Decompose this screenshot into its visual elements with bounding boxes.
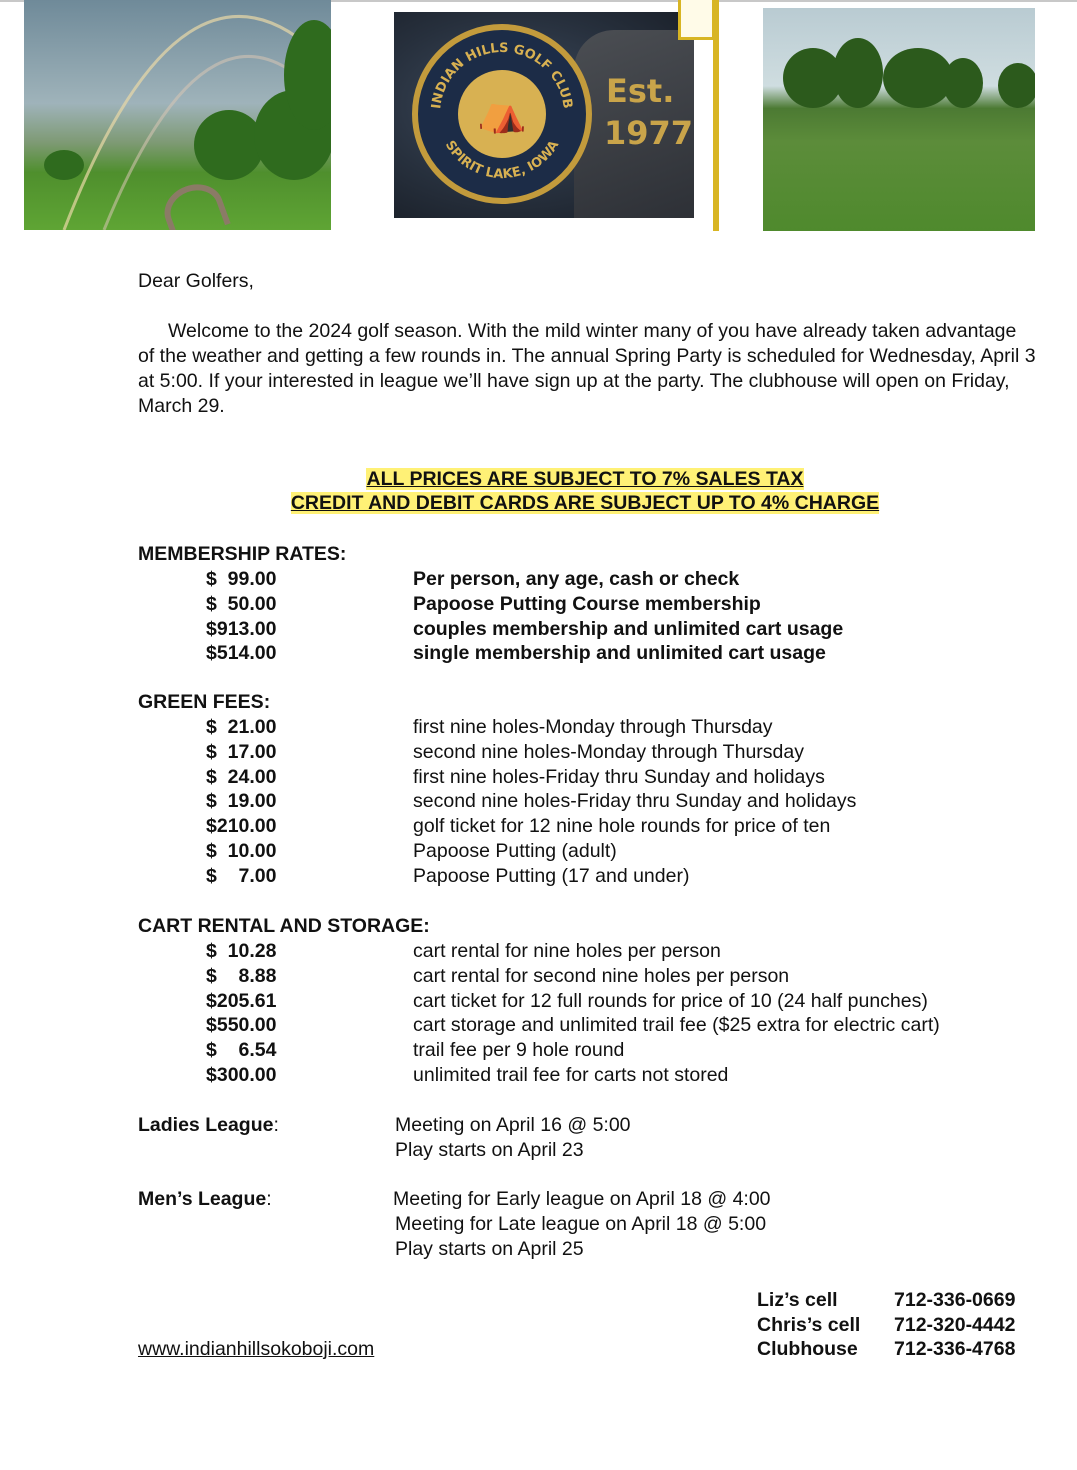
price-description: trail fee per 9 hole round bbox=[413, 1039, 625, 1062]
club-logo-rock-photo bbox=[394, 12, 694, 218]
mens-league-line: Meeting for Early league on April 18 @ 4:00 bbox=[393, 1188, 771, 1210]
price-row bbox=[138, 765, 1038, 790]
price-description: cart storage and unlimited trail fee ($25 extra for electric cart) bbox=[413, 1014, 940, 1037]
rainbow-course-photo bbox=[24, 0, 331, 230]
contact-row bbox=[757, 1313, 1037, 1338]
contact-row bbox=[757, 1337, 1037, 1362]
price-row bbox=[138, 567, 1038, 592]
price-row bbox=[138, 592, 1038, 617]
price-row bbox=[138, 864, 1038, 889]
welcome-text: Welcome to the 2024 golf season. With the mild winter many of you have already taken advantage of the weather and getting a few rounds in. The annual Spring Party is scheduled for Wednesday, April 3 at 5:00. If your interested in league we’ll have sign up at the party. The clubhouse will open on Friday, March 29. bbox=[138, 320, 1036, 417]
club-seal-logo bbox=[412, 24, 592, 204]
price-description: cart ticket for 12 full rounds for price of 10 (24 half punches) bbox=[413, 989, 928, 1012]
price-description: first nine holes-Friday thru Sunday and holidays bbox=[413, 765, 825, 788]
fairway-photo bbox=[763, 8, 1035, 231]
ladies-league-colon: : bbox=[273, 1114, 279, 1136]
price-row bbox=[138, 839, 1038, 864]
contact-phone: 712-336-0669 bbox=[894, 1289, 1016, 1311]
price-description: golf ticket for 12 nine hole rounds for price of ten bbox=[413, 815, 831, 838]
est-label: Est. bbox=[606, 72, 675, 110]
price-amount: $300.00 bbox=[206, 1063, 277, 1086]
seal-location: SPIRIT LAKE, IOWA bbox=[441, 138, 563, 183]
price-amount: $ 99.00 bbox=[206, 568, 277, 590]
ladies-league-label bbox=[138, 1114, 279, 1137]
price-description: single membership and unlimited cart usage bbox=[413, 642, 826, 665]
price-amount: $210.00 bbox=[206, 815, 277, 838]
price-row bbox=[138, 789, 1038, 814]
contact-name: Liz’s cell bbox=[757, 1289, 838, 1311]
green-fees-section bbox=[138, 690, 1038, 889]
price-description: cart rental for nine holes per person bbox=[413, 940, 721, 962]
greeting: Dear Golfers, bbox=[138, 270, 254, 292]
price-description: Per person, any age, cash or check bbox=[413, 568, 740, 590]
seal-club-name: INDIAN HILLS GOLF CLUB bbox=[429, 40, 575, 110]
ladies-league-line: Play starts on April 23 bbox=[395, 1139, 584, 1161]
price-amount: $ 10.28 bbox=[206, 940, 277, 962]
membership-heading: MEMBERSHIP RATES: bbox=[138, 543, 347, 565]
contact-row bbox=[757, 1288, 1037, 1313]
ladies-league-title: Ladies League bbox=[138, 1114, 274, 1136]
price-row bbox=[138, 715, 1038, 740]
membership-rates-section bbox=[138, 542, 1038, 666]
price-row bbox=[138, 939, 1038, 964]
website-link[interactable]: www.indianhillsokoboji.com bbox=[138, 1338, 375, 1360]
price-row bbox=[138, 964, 1038, 989]
price-description: second nine holes-Friday thru Sunday and holidays bbox=[413, 790, 857, 813]
green-fees-heading: GREEN FEES: bbox=[138, 691, 271, 713]
contact-name: Clubhouse bbox=[757, 1338, 858, 1360]
card-charge-notice: CREDIT AND DEBIT CARDS ARE SUBJECT UP TO 4% CHARGE bbox=[290, 492, 880, 514]
cart-heading: CART RENTAL AND STORAGE: bbox=[138, 915, 430, 937]
notice-card-wrap bbox=[0, 491, 1077, 515]
price-amount: $514.00 bbox=[206, 642, 277, 665]
price-amount: $550.00 bbox=[206, 1014, 277, 1037]
mens-league-line: Play starts on April 25 bbox=[395, 1238, 584, 1260]
price-row bbox=[138, 814, 1038, 839]
mens-league-label bbox=[138, 1188, 272, 1211]
price-description: couples membership and unlimited cart usage bbox=[413, 617, 844, 640]
mens-league-line: Meeting for Late league on April 18 @ 5:00 bbox=[395, 1213, 767, 1235]
mens-league-colon: : bbox=[266, 1188, 272, 1210]
cart-rental-section bbox=[138, 914, 1038, 1088]
flag-icon bbox=[678, 0, 715, 40]
price-amount: $913.00 bbox=[206, 617, 277, 640]
sales-tax-notice: ALL PRICES ARE SUBJECT TO 7% SALES TAX bbox=[366, 468, 804, 490]
price-row bbox=[138, 740, 1038, 765]
est-year: 1977 bbox=[604, 114, 694, 152]
flag-pole bbox=[713, 0, 719, 231]
price-description: second nine holes-Monday through Thursday bbox=[413, 740, 804, 763]
price-row bbox=[138, 1063, 1038, 1088]
price-amount: $ 8.88 bbox=[206, 964, 277, 987]
contact-name: Chris’s cell bbox=[757, 1313, 861, 1336]
price-row bbox=[138, 1038, 1038, 1063]
price-row bbox=[138, 641, 1038, 666]
price-amount: $ 19.00 bbox=[206, 790, 277, 813]
price-amount: $ 6.54 bbox=[206, 1039, 277, 1062]
price-amount: $ 50.00 bbox=[206, 592, 277, 615]
price-description: Papoose Putting (adult) bbox=[413, 839, 617, 862]
teepee-icon: ⛺ bbox=[477, 89, 527, 135]
price-description: unlimited trail fee for carts not stored bbox=[413, 1063, 729, 1086]
ladies-league-line: Meeting on April 16 @ 5:00 bbox=[395, 1114, 631, 1136]
price-amount: $ 10.00 bbox=[206, 839, 277, 862]
price-description: first nine holes-Monday through Thursday bbox=[413, 716, 773, 738]
price-amount: $ 7.00 bbox=[206, 864, 277, 887]
price-row bbox=[138, 989, 1038, 1014]
price-row bbox=[138, 617, 1038, 642]
welcome-paragraph bbox=[138, 319, 1038, 419]
price-amount: $ 21.00 bbox=[206, 716, 277, 738]
notice-tax-wrap bbox=[0, 467, 1077, 491]
price-amount: $205.61 bbox=[206, 989, 277, 1012]
price-row bbox=[138, 1013, 1038, 1038]
price-amount: $ 24.00 bbox=[206, 765, 277, 788]
contact-list bbox=[757, 1288, 1037, 1362]
contact-phone: 712-320-4442 bbox=[894, 1313, 1016, 1336]
price-description: Papoose Putting Course membership bbox=[413, 592, 761, 615]
contact-phone: 712-336-4768 bbox=[894, 1338, 1016, 1360]
mens-league-title: Men’s League bbox=[138, 1188, 267, 1210]
price-amount: $ 17.00 bbox=[206, 740, 277, 763]
price-description: Papoose Putting (17 and under) bbox=[413, 864, 690, 887]
price-description: cart rental for second nine holes per person bbox=[413, 964, 790, 987]
